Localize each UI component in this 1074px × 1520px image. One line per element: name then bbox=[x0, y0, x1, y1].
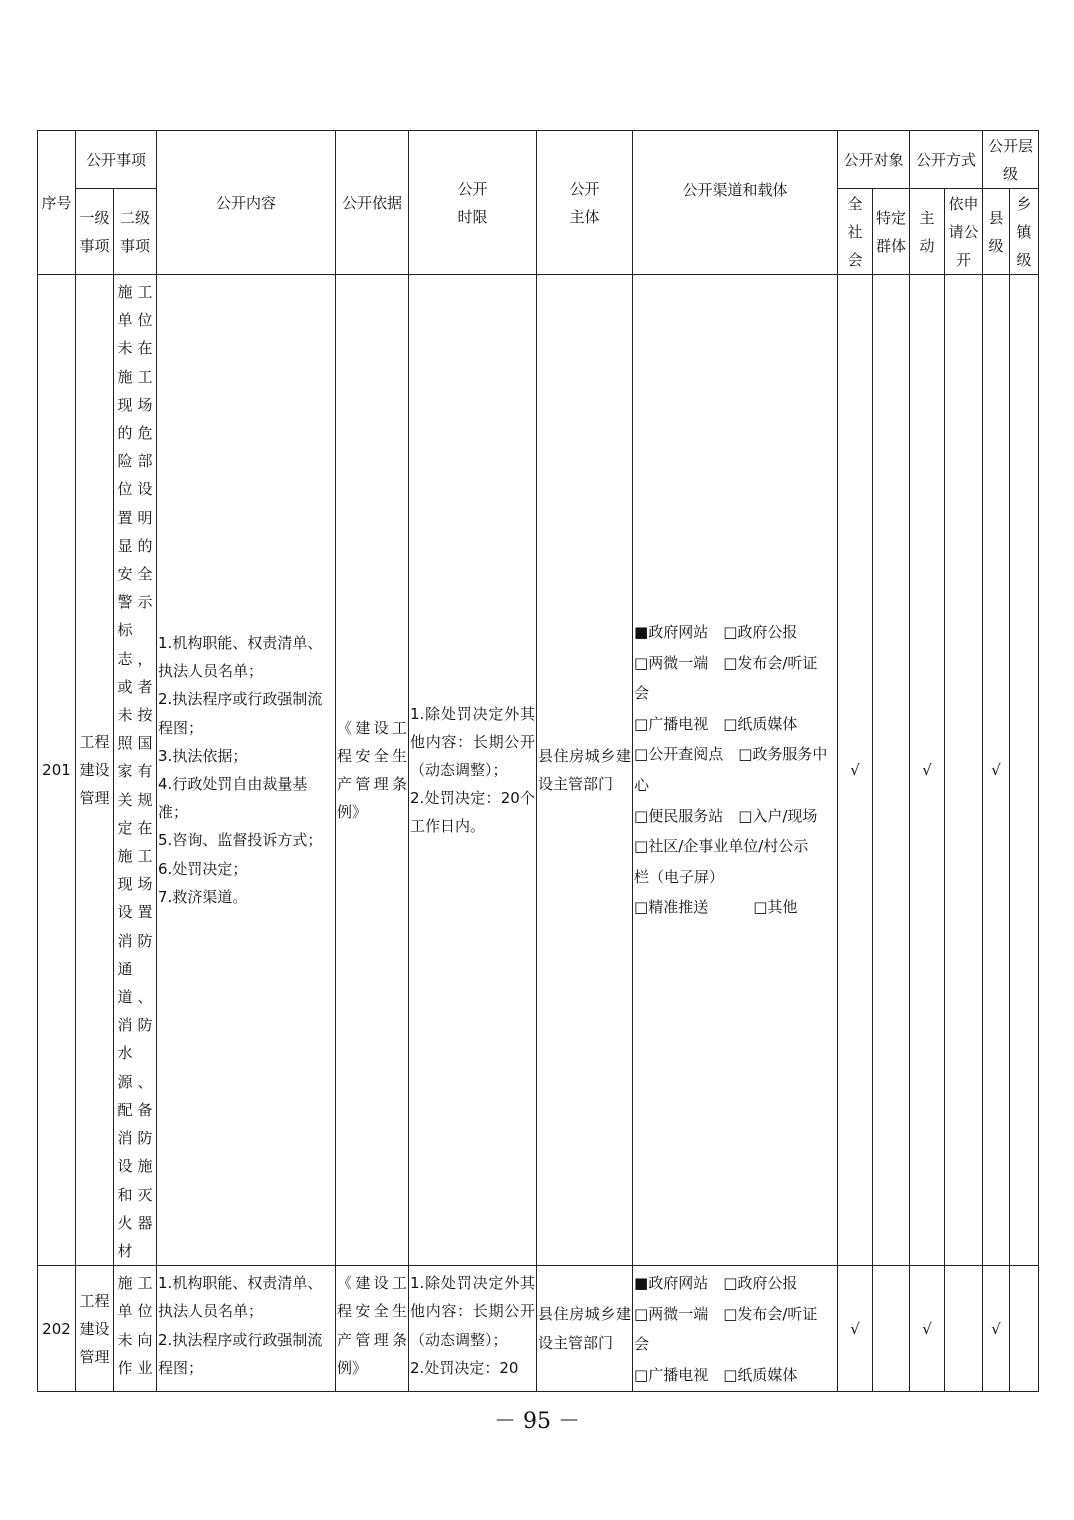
level2-char: 单 bbox=[117, 1302, 133, 1321]
level2-char: 施 bbox=[137, 1157, 153, 1176]
channel-line: □两微一端 □发布会/听证 bbox=[634, 653, 818, 672]
channel-line: □公开查阅点 □政务服务中 bbox=[634, 745, 828, 764]
level2-char: 在 bbox=[137, 818, 153, 837]
level2-char: 志 bbox=[117, 649, 133, 668]
level2-char: 未 bbox=[117, 706, 133, 725]
row-target-all: √ bbox=[838, 275, 873, 1266]
table-row bbox=[38, 1266, 1039, 1392]
level2-char: 的 bbox=[117, 424, 133, 443]
level2-char bbox=[135, 955, 155, 983]
row-channels bbox=[633, 1266, 838, 1392]
header-subject: 公开 主体 bbox=[537, 131, 633, 275]
header-channel: 公开渠道和载体 bbox=[633, 131, 838, 275]
level2-char: 防 bbox=[137, 1129, 153, 1148]
level2-char bbox=[135, 1237, 155, 1265]
row-level-county: √ bbox=[983, 275, 1010, 1266]
level2-char: 照 bbox=[117, 734, 133, 753]
level2-char: 和 bbox=[117, 1185, 133, 1204]
row-level2-text bbox=[115, 278, 155, 1265]
level2-char: 有 bbox=[137, 762, 153, 781]
level2-char: 险 bbox=[117, 452, 133, 471]
header-items: 公开事项 bbox=[76, 131, 157, 189]
row-time: 1.除处罚决定外其他内容：长期公开（动态调整）； 2.处罚决定：20个工作日内。 bbox=[409, 275, 537, 1266]
row-basis: 《建设工程安全生产管理条例》 bbox=[336, 275, 409, 1266]
header-basis: 公开依据 bbox=[336, 131, 409, 275]
header-level-town: 乡 镇 级 bbox=[1010, 189, 1039, 275]
channel-line: □广播电视 □纸质媒体 bbox=[634, 714, 798, 733]
level2-char: 示 bbox=[137, 593, 153, 612]
level2-char: 设 bbox=[117, 1157, 133, 1176]
level2-char: 未 bbox=[117, 339, 133, 358]
level2-char: 器 bbox=[137, 1213, 153, 1232]
row-channels-list bbox=[634, 1268, 836, 1390]
channel-line: □社区/企事业单位/村公示 bbox=[634, 837, 809, 856]
row-mode-request bbox=[945, 1266, 983, 1392]
row-content: 1.机构职能、权责清单、执法人员名单； 2.执法程序或行政强制流程图； 3.执法依据； 4.行政处罚自由裁量基准； 5.咨询、监督投诉方式； 6.处罚决定； 7.救济渠道。 bbox=[157, 275, 336, 1266]
channel-line: □两微一端 □发布会/听证 bbox=[634, 1304, 818, 1323]
level2-char: 灭 bbox=[137, 1185, 153, 1204]
level2-char: 备 bbox=[137, 1100, 153, 1119]
header-mode-request: 依申 请公 开 bbox=[945, 189, 983, 275]
row-subject: 县住房城乡建设主管部门 bbox=[537, 1266, 633, 1392]
level2-char: 现 bbox=[117, 395, 133, 414]
row-channels bbox=[633, 275, 838, 1266]
row-target-group bbox=[873, 275, 910, 1266]
level2-char: 明 bbox=[137, 508, 153, 527]
row-seq: 201 bbox=[38, 275, 76, 1266]
header-time: 公开 时限 bbox=[409, 131, 537, 275]
channel-line: 会 bbox=[634, 684, 650, 703]
row-subject: 县住房城乡建设主管部门 bbox=[537, 275, 633, 1266]
header-target-all: 全 社 会 bbox=[838, 189, 873, 275]
level2-char: 定 bbox=[117, 818, 133, 837]
row-level2 bbox=[114, 1266, 157, 1392]
row-content: 1.机构职能、权责清单、执法人员名单； 2.执法程序或行政强制流程图； bbox=[157, 1266, 336, 1392]
row-mode-active: √ bbox=[910, 275, 945, 1266]
channel-line: 会 bbox=[634, 1335, 650, 1354]
level2-char: 显 bbox=[117, 536, 133, 555]
level2-char: 道 bbox=[117, 988, 133, 1007]
table-row bbox=[38, 275, 1039, 1266]
level2-char: 关 bbox=[117, 790, 133, 809]
level2-char: 或 bbox=[117, 677, 133, 696]
level2-char: ， bbox=[137, 649, 153, 668]
level2-char: 防 bbox=[137, 1016, 153, 1035]
level2-char: 场 bbox=[137, 875, 153, 894]
row-time: 1.除处罚决定外其他内容：长期公开（动态调整）； 2.处罚决定：20 bbox=[409, 1266, 537, 1392]
row-basis: 《建设工程安全生产管理条例》 bbox=[336, 1266, 409, 1392]
level2-char: 施 bbox=[117, 367, 133, 386]
level2-char: 安 bbox=[117, 565, 133, 584]
row-level-county: √ bbox=[983, 1266, 1010, 1392]
header-target-group: 特定 群体 bbox=[873, 189, 910, 275]
row-mode-request bbox=[945, 275, 983, 1266]
level2-char: 向 bbox=[137, 1330, 153, 1349]
level2-char: 消 bbox=[117, 931, 133, 950]
level2-char: 位 bbox=[137, 1302, 153, 1321]
channel-line: □便民服务站 □入户/现场 bbox=[634, 806, 818, 825]
level2-char: 单 bbox=[117, 311, 133, 330]
level2-char: 水 bbox=[117, 1044, 133, 1063]
level2-char: 位 bbox=[117, 480, 133, 499]
row-channels-list bbox=[634, 617, 836, 923]
level2-char: 工 bbox=[137, 1274, 153, 1293]
level2-char: 位 bbox=[137, 311, 153, 330]
level2-char: 者 bbox=[137, 677, 153, 696]
row-level2-text bbox=[115, 1269, 155, 1382]
level2-char: 火 bbox=[117, 1213, 133, 1232]
level2-char: 未 bbox=[117, 1330, 133, 1349]
header-seq: 序号 bbox=[38, 131, 76, 275]
level2-char: 消 bbox=[117, 1129, 133, 1148]
channel-line: ■政府网站 □政府公报 bbox=[634, 623, 798, 642]
header-level-county: 县 级 bbox=[983, 189, 1010, 275]
disclosure-table bbox=[37, 130, 1039, 1392]
level2-char bbox=[135, 1039, 155, 1067]
channel-line: 栏（电子屏） bbox=[634, 867, 725, 886]
channel-line: ■政府网站 □政府公报 bbox=[634, 1274, 798, 1293]
level2-char: 规 bbox=[137, 790, 153, 809]
level2-char: 置 bbox=[137, 903, 153, 922]
row-level2 bbox=[114, 275, 157, 1266]
header-level1: 一级事项 bbox=[76, 189, 114, 275]
channel-line: □精准推送 □其他 bbox=[634, 898, 798, 917]
header-mode-active: 主 动 bbox=[910, 189, 945, 275]
channel-line: 心 bbox=[634, 776, 650, 795]
level2-char: 现 bbox=[117, 875, 133, 894]
row-target-group bbox=[873, 1266, 910, 1392]
level2-char: 标 bbox=[117, 621, 133, 640]
row-level-town bbox=[1010, 1266, 1039, 1392]
header-target: 公开对象 bbox=[838, 131, 910, 189]
level2-char: 危 bbox=[137, 424, 153, 443]
level2-char: 工 bbox=[137, 847, 153, 866]
level2-char: 作 bbox=[117, 1358, 133, 1377]
level2-char: 业 bbox=[137, 1358, 153, 1377]
level2-char bbox=[135, 616, 155, 644]
page-number: － 95 － bbox=[494, 1409, 580, 1434]
level2-char: 、 bbox=[137, 1072, 153, 1091]
row-level1: 工程 建设 管理 bbox=[76, 275, 114, 1266]
level2-char: 按 bbox=[137, 706, 153, 725]
level2-char: 通 bbox=[117, 959, 133, 978]
header-content: 公开内容 bbox=[157, 131, 336, 275]
header-level: 公开层级 bbox=[983, 131, 1039, 189]
channel-line: □广播电视 □纸质媒体 bbox=[634, 1365, 798, 1384]
level2-char: 配 bbox=[117, 1100, 133, 1119]
row-level1: 工程 建设 管理 bbox=[76, 1266, 114, 1392]
level2-char: 施 bbox=[117, 283, 133, 301]
level2-char: 设 bbox=[117, 903, 133, 922]
level2-char: 施 bbox=[117, 847, 133, 866]
level2-char: 防 bbox=[137, 931, 153, 950]
level2-char: 置 bbox=[117, 508, 133, 527]
level2-char: 消 bbox=[117, 1016, 133, 1035]
level2-char: 场 bbox=[137, 395, 153, 414]
level2-char: 国 bbox=[137, 734, 153, 753]
level2-char: 工 bbox=[137, 283, 153, 301]
level2-char: 部 bbox=[137, 452, 153, 471]
level2-char: 警 bbox=[117, 593, 133, 612]
level2-char: 全 bbox=[137, 565, 153, 584]
level2-char: 在 bbox=[137, 339, 153, 358]
level2-char: 材 bbox=[117, 1241, 133, 1260]
row-target-all: √ bbox=[838, 1266, 873, 1392]
header-mode: 公开方式 bbox=[910, 131, 983, 189]
row-level-town bbox=[1010, 275, 1039, 1266]
level2-char: 的 bbox=[137, 536, 153, 555]
level2-char: 源 bbox=[117, 1072, 133, 1091]
level2-char: 、 bbox=[137, 988, 153, 1007]
row-mode-active: √ bbox=[910, 1266, 945, 1392]
level2-char: 设 bbox=[137, 480, 153, 499]
header-level2: 二级事项 bbox=[114, 189, 157, 275]
row-seq: 202 bbox=[38, 1266, 76, 1392]
level2-char: 家 bbox=[117, 762, 133, 781]
level2-char: 施 bbox=[117, 1274, 133, 1293]
level2-char: 工 bbox=[137, 367, 153, 386]
